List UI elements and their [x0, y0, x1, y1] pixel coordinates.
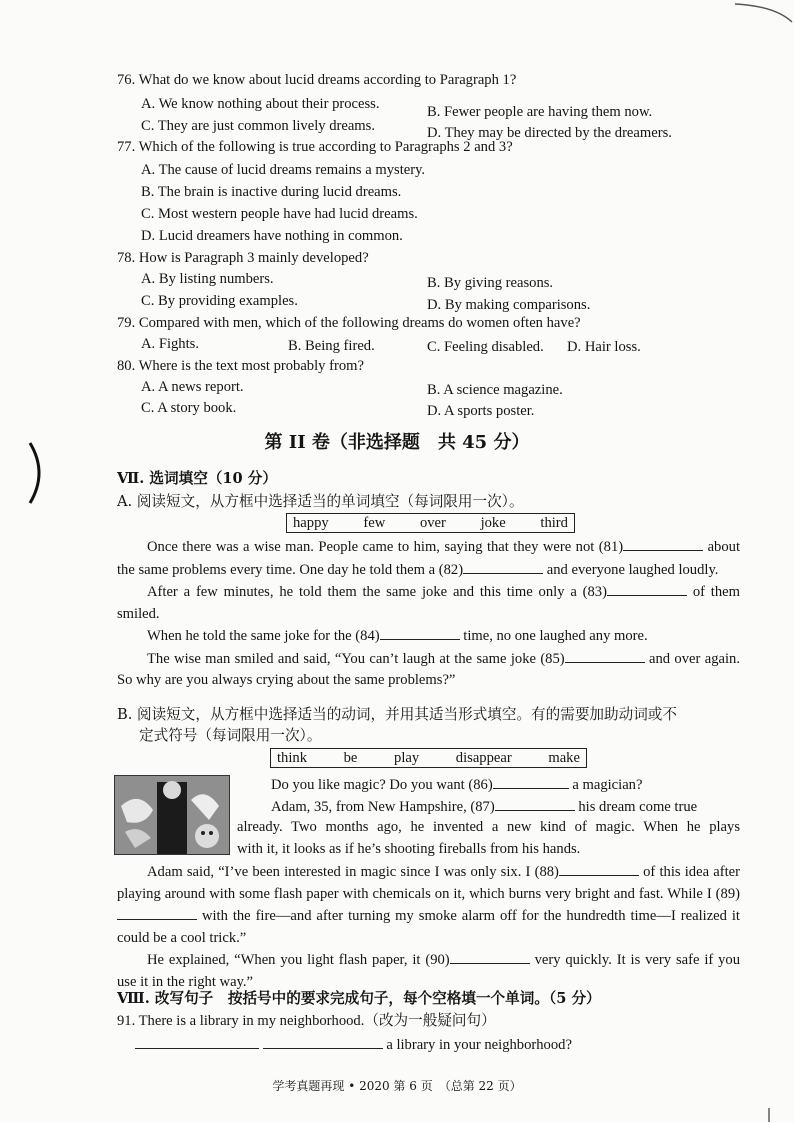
word-box-b [270, 748, 587, 768]
question-80-option-a: A. A news report. [141, 379, 244, 395]
question-79-option-a: A. Fights. [141, 336, 199, 352]
magician-photo [114, 775, 230, 855]
word-box-a-item: third [540, 514, 568, 531]
question-76-option-b: B. Fewer people are having them now. [427, 104, 653, 120]
question-78-stem: 78. How is Paragraph 3 mainly developed? [117, 250, 369, 266]
question-76-option-a: A. We know nothing about their process. [141, 96, 380, 112]
word-box-b-item: disappear [455, 749, 512, 766]
passage-b-paragraph-3: He explained, “When you light flash paper, it (90) very quickly. It is very safe if you use it in the right way.” [117, 949, 740, 993]
blank-82[interactable] [463, 559, 543, 574]
passage-b-paragraph-2: Adam said, “I’ve been interested in magic since I was only six. I (88) of this idea after playing around with some flash paper with chemicals on it, which burns very bright and fast. While I (89) with the fire—and after turning my smoke alarm off for the hundredth time—I realized it could be a cool trick.” [117, 861, 740, 949]
question-80-option-d: D. A sports poster. [427, 403, 535, 419]
passage-b-line-1: Do you like magic? Do you want (86) a magician? [271, 774, 642, 794]
question-79-option-d: D. Hair loss. [567, 339, 641, 355]
blank-86[interactable] [493, 774, 569, 789]
blank-81[interactable] [623, 536, 703, 551]
blank-91-1[interactable] [135, 1034, 259, 1049]
passage-b-line-2: Adam, 35, from New Hampshire, (87) his dream come true [271, 796, 697, 816]
passage-a-paragraph-1: Once there was a wise man. People came to him, saying that they were not (81) about the same problems every time. One day he told them a (82) and everyone laughed loudly. [117, 536, 740, 581]
blank-87[interactable] [495, 796, 575, 811]
passage-b-line-3: already. Two months ago, he invented a new kind of magic. When he plays [237, 819, 740, 835]
question-78-option-a: A. By listing numbers. [141, 271, 274, 287]
question-77-option-b: B. The brain is inactive during lucid dreams. [141, 184, 402, 200]
passage-b-body [117, 861, 740, 993]
part-2-title: 第 II 卷（非选择题 共 45 分） [264, 432, 530, 453]
question-78-option-c: C. By providing examples. [141, 293, 298, 309]
word-box-b-item: think [277, 749, 307, 766]
question-79-option-c: C. Feeling disabled. [427, 339, 544, 355]
section-8-title: Ⅷ. 改写句子 按括号中的要求完成句子，每个空格填一个单词。（5 分） [117, 990, 601, 1007]
blank-85[interactable] [565, 648, 645, 663]
question-77-option-d: D. Lucid dreamers have nothing in common. [141, 228, 403, 244]
word-box-a-item: happy [293, 514, 329, 531]
question-77-stem: 77. Which of the following is true according to Paragraphs 2 and 3? [117, 139, 513, 155]
question-80-option-c: C. A story book. [141, 400, 237, 416]
word-box-a-item: joke [480, 514, 506, 531]
question-80-option-b: B. A science magazine. [427, 382, 563, 398]
question-76-option-c: C. They are just common lively dreams. [141, 118, 375, 134]
word-box-b-item: be [343, 749, 358, 766]
page-footer: 学考真题再现 • 2020 第 6 页 （总第 22 页） [272, 1079, 522, 1093]
question-77-option-a: A. The cause of lucid dreams remains a mystery. [141, 162, 426, 178]
blank-91-2[interactable] [263, 1034, 383, 1049]
question-78-option-d: D. By making comparisons. [427, 297, 591, 313]
section-7a-instruction: A. 阅读短文，从方框中选择适当的单词填空（每词限用一次）。 [117, 493, 524, 510]
question-76-stem: 76. What do we know about lucid dreams according to Paragraph 1? [117, 72, 517, 88]
section-7b-instruction-line-2: 定式符号（每词限用一次）。 [139, 727, 322, 744]
question-80-stem: 80. Where is the text most probably from? [117, 358, 364, 374]
question-78-option-b: B. By giving reasons. [427, 275, 554, 291]
page-edge-mark [735, 0, 794, 1123]
blank-89[interactable] [117, 905, 197, 920]
passage-a-paragraph-2: After a few minutes, he told them the same joke and this time only a (83) of them smiled. [117, 581, 740, 625]
question-91: 91. There is a library in my neighborhood.（改为一般疑问句） [117, 1013, 496, 1029]
blank-84[interactable] [380, 625, 460, 640]
question-79-stem: 79. Compared with men, which of the following dreams do women often have? [117, 315, 581, 331]
word-box-a-item: few [363, 514, 386, 531]
word-box-a [286, 513, 575, 533]
question-77-option-c: C. Most western people have had lucid dreams. [141, 206, 418, 222]
passage-b-line-4: with it, it looks as if he’s shooting fireballs from his hands. [237, 841, 581, 857]
question-76-option-d: D. They may be directed by the dreamers. [427, 125, 672, 141]
word-box-a-item: over [419, 514, 446, 531]
question-79-option-b: B. Being fired. [288, 338, 375, 354]
word-box-b-item: play [394, 749, 420, 766]
passage-a [117, 536, 740, 692]
blank-88[interactable] [559, 861, 639, 876]
blank-83[interactable] [607, 581, 687, 596]
section-7b-instruction-line-1: B. 阅读短文，从方框中选择适当的动词，并用其适当形式填空。有的需要加助动词或不 [117, 706, 677, 723]
section-7-title: Ⅶ. 选词填空（10 分） [117, 470, 277, 487]
passage-a-paragraph-3: When he told the same joke for the (84) time, no one laughed any more. [117, 625, 740, 648]
blank-90[interactable] [450, 949, 530, 964]
question-91-answer-line: a library in your neighborhood? [135, 1034, 572, 1054]
passage-a-paragraph-4: The wise man smiled and said, “You can’t laugh at the same joke (85) and over again. So why are you always crying about the same problems?” [117, 648, 740, 692]
word-box-b-item: make [548, 749, 580, 766]
